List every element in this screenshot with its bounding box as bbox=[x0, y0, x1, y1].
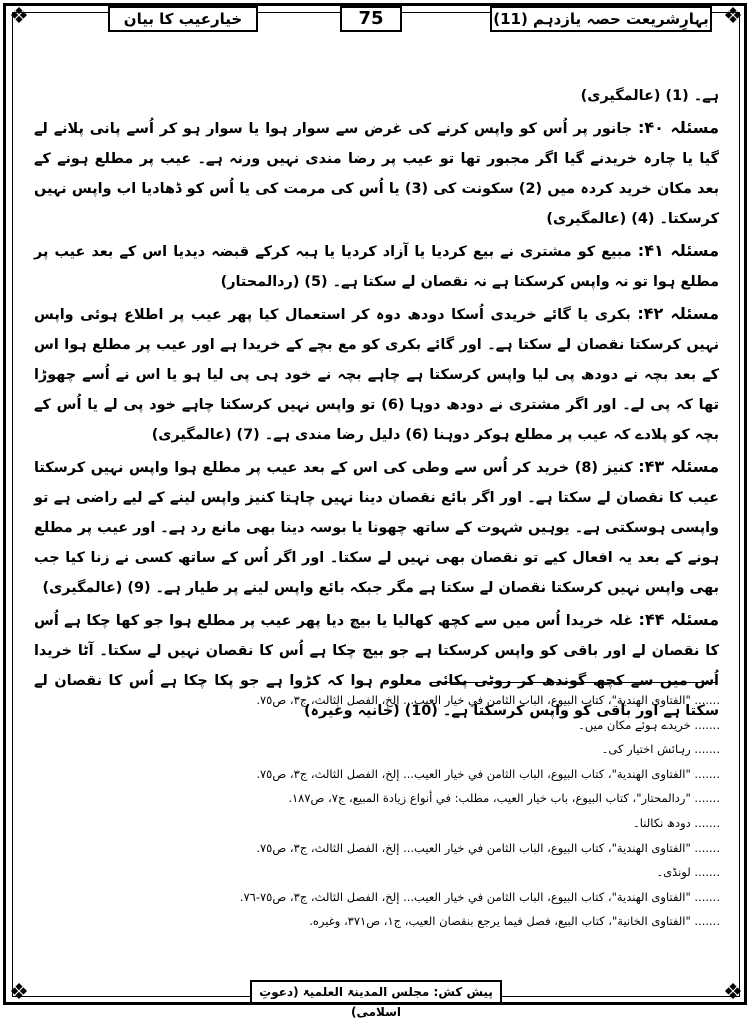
paragraph-text: کنیز (8) خرید کر اُس سے وطی کی اس کے بعد عیب پر مطلع ہوا واپس نہیں کرسکتا عیب کا نقصان لے سکتا ہے۔ اور اگر بائع نقصان دینا نہیں چاہتا کنیز واپس لینے کے لیے راضی ہے تو واپسی ہوسکتی ہے۔ یوہیں شہوت کے ساتھ چھونا یا بوسہ دینا بھی مانع رد ہے۔ اور عیب پر مطلع ہونے کے بعد یہ افعال کیے تو نقصان بھی نہیں لے سکتا۔ اور اگر اُس کے ساتھ کسی نے زنا کیا جب بھی واپس نہیں کرسکتا نقصان لے سکتا ہے مگر جبکہ بائع واپس لینے پر طیار ہے۔ (9) (عالمگیری) bbox=[34, 460, 719, 596]
footnote: ....... "الفتاوى الهندية"، كتاب البيوع، الباب الثامن في خيار العيب... إلخ، الفصل الثالث، ج٣، ص٧٥-٧٦. bbox=[239, 889, 720, 904]
footnote: ....... رہائش اختیار کی۔ bbox=[601, 742, 720, 757]
paragraph-text: مبیع کو مشتری نے بیع کردیا یا آزاد کردیا یا ہبہ کرکے قبضہ دیدیا اس کے بعد عیب پر مطلع ہوا تو نہ واپس کرسکتا ہے نہ نقصان لے سکتا ہے۔ (5) (ردالمحتار) bbox=[34, 244, 719, 290]
publisher-footer: پیش کش: مجلس المدینۃ العلمیۃ (دعوتِ اسلامی) bbox=[250, 980, 502, 1004]
issue-heading: مسئلہ ۴۳: bbox=[638, 457, 719, 476]
paragraph-text: ہے۔ (1) (عالمگیری) bbox=[580, 88, 719, 104]
footnote: ....... لونڈی۔ bbox=[656, 865, 720, 880]
footnote-separator bbox=[430, 682, 716, 683]
issue-heading: مسئلہ ۴۱: bbox=[637, 241, 719, 260]
issue-heading: مسئلہ ۴۰: bbox=[638, 118, 719, 137]
paragraph-text: جانور پر اُس کو واپس کرنے کی غرض سے سوار ہوا یا سوار ہو کر اُسے پانی پلانے لے گیا یا چارہ خریدنے گیا اگر مجبور تھا تو عیب پر رضا مندی نہیں ورنہ ہے۔ عیب پر مطلع ہونے کے بعد مکان خرید کردہ میں (2) سکونت کی (3) یا اُس کی مرمت کی یا اُس کو ڈھادیا اب واپس نہیں کرسکتا۔ (4) (عالمگیری) bbox=[34, 121, 720, 227]
footnote: ....... دودھ نکالنا۔ bbox=[633, 815, 720, 830]
ornament-corner-icon: ❖ bbox=[723, 4, 743, 29]
paragraph-text: بکری یا گائے خریدی اُسکا دودھ دوہ کر استعمال کیا پھر عیب پر اطلاع ہوئی واپس نہیں کرسکتا نقصان لے سکتا ہے۔ اور گائے بکری کو مع بچے کے خریدا ہے اور عیب پر مطلع ہوا اس کے بعد بچہ نے دودھ پی لیا واپس کرسکتا ہے چاہے بچہ نے خود ہی پی لیا ہو یا اس نے اُسے چھوڑا تھا کہ پی لے۔ اور اگر مشتری نے دودھ دوہا (6) تو واپس نہیں کرسکتا چاہے خود پی لے یا اُس کے بچہ کو پلادے کہ عیب پر مطلع ہوکر دوہنا (6) دلیل رضا مندی ہے۔ (7) (عالمگیری) bbox=[34, 307, 719, 443]
paragraph-text: غلہ خریدا اُس میں سے کچھ کھالیا یا بیچ دیا پھر عیب پر مطلع ہوا جو کھا چکا ہے اُس کا نقصان لے اور باقی کو واپس کرسکتا ہے جو بیچ چکا ہے اُس کا نقصان نہیں لے سکتا۔ آٹا خریدا اُس میں سے کچھ گوندھ کر روٹی پکائی معلوم ہوا کہ کڑوا ہے جو پکا چکا ہے اُس کا نقصان لے سکتا ہے اور باقی کو واپس کرسکتا ہے۔ (10) (خانیہ وغیرہ) bbox=[34, 613, 719, 719]
issue-heading: مسئلہ ۴۴: bbox=[638, 610, 720, 629]
ornament-corner-icon: ❖ bbox=[9, 4, 29, 29]
footnote: ....... "الفتاوى الهندية"، كتاب البيوع، الباب الثامن في خيار العيب... إلخ، الفصل الثالث، ج٣، ص٧٥. bbox=[256, 693, 720, 707]
footnote: ....... "الفتاوى الخانية"، كتاب البيع، فصل فيما يرجع بنقصان العيب، ج١، ص٣٧١، وغيره. bbox=[309, 914, 720, 929]
footnote: ....... "ردالمحتار"، كتاب البيوع، باب خيار العيب، مطلب: في أنواع زيادة المبيع، ج٧، ص١٨٧. bbox=[288, 791, 720, 806]
footnote: ....... "الفتاوى الهندية"، كتاب البيوع، الباب الثامن في خيار العيب... إلخ، الفصل الثالث، ج٣، ص٧٥. bbox=[256, 766, 720, 781]
paragraph bbox=[34, 299, 719, 450]
paragraph bbox=[34, 236, 719, 297]
paragraph bbox=[34, 113, 719, 234]
ornament-corner-icon: ❖ bbox=[723, 980, 743, 1005]
page-number: 75 bbox=[340, 6, 402, 32]
footnotes bbox=[220, 688, 720, 934]
footnote: ....... خریدے ہوئے مکان میں۔ bbox=[578, 717, 720, 732]
issue-heading: مسئلہ ۴۲: bbox=[637, 304, 719, 323]
ornament-corner-icon: ❖ bbox=[9, 980, 29, 1005]
book-title: بہارِشریعت حصہ یازدہم (11) bbox=[490, 6, 712, 32]
page-header bbox=[40, 6, 712, 34]
main-text bbox=[34, 80, 719, 728]
paragraph bbox=[34, 452, 719, 603]
chapter-title: خیارعیب کا بیان bbox=[108, 6, 258, 32]
paragraph bbox=[34, 80, 719, 111]
footnote: ....... "الفتاوى الهندية"، كتاب البيوع، الباب الثامن في خيار العيب... إلخ، الفصل الثالث، ج٣، ص٧٥. bbox=[256, 840, 720, 855]
